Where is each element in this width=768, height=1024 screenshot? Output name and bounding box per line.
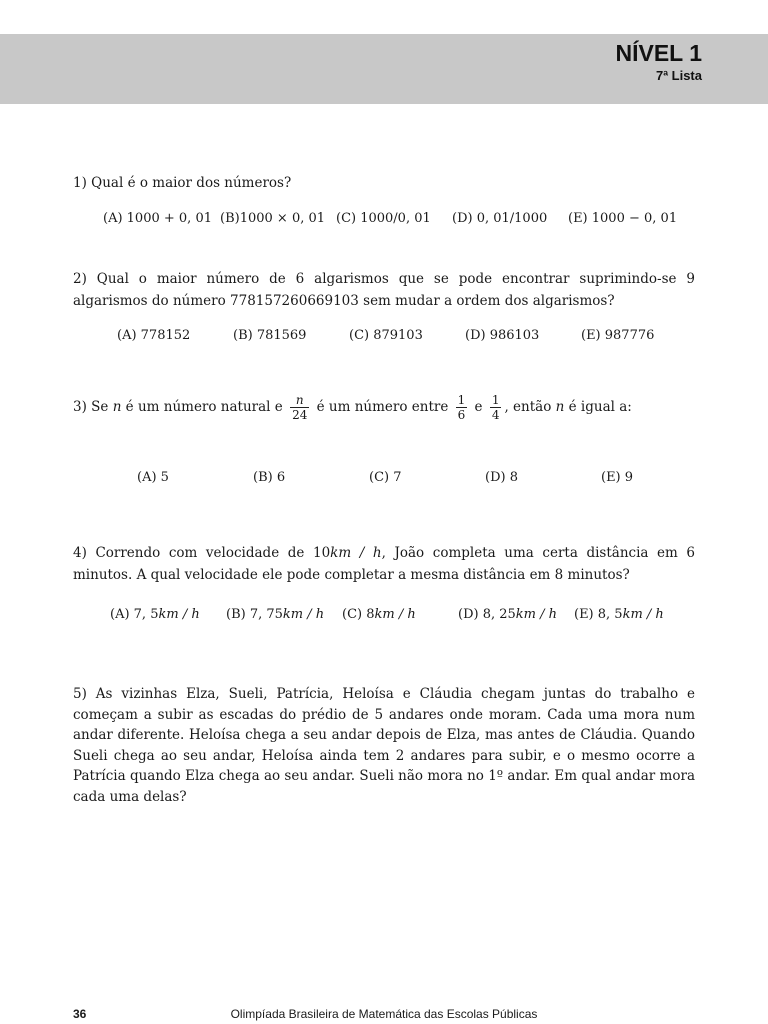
- page-number: 36: [73, 1007, 87, 1021]
- footer-title: Olimpíada Brasileira de Matemática das Escolas Públicas: [230, 1007, 538, 1021]
- q4-option-c: (C) 8km / h: [342, 607, 416, 622]
- question-1-text: 1) Qual é o maior dos números?: [73, 175, 292, 191]
- q2-option-e: (E) 987776: [581, 328, 655, 343]
- question-4-options: [110, 607, 690, 627]
- question-1-options: [103, 211, 703, 231]
- fraction-1-over-4: $\frac{1}{4}$: [491, 393, 500, 422]
- q3-option-c: (C) 7: [369, 470, 402, 485]
- q3-option-a: (A) 5: [137, 470, 169, 485]
- q4-option-d: (D) 8, 25km / h: [458, 607, 558, 622]
- q1-option-e: (E) 1000 − 0, 01: [568, 211, 678, 226]
- q4-option-a: (A) 7, 5km / h: [110, 607, 200, 622]
- variable-n: n: [555, 399, 565, 415]
- level-title: NÍVEL 1: [615, 40, 702, 66]
- q1-option-c: (C) 1000/0, 01: [336, 211, 431, 226]
- q4-option-b: (B) 7, 75km / h: [226, 607, 325, 622]
- question-3-text: 3) Se n é um número natural e $\frac{n}{24}$ é um número entre $\frac{1}{6}$ e $\frac{1}{4}$ , então n é igual a:: [73, 393, 632, 422]
- fraction-1-over-6: $\frac{1}{6}$: [457, 393, 466, 422]
- question-4-text: 4) Correndo com velocidade de 10km / h, João completa uma certa distância em 6 minutos. A qual velocidade ele pode completar a mesma distância em 8 minutos?: [73, 545, 695, 583]
- fraction-n-over-24: $\frac{n}{24}$: [292, 393, 308, 422]
- q4-option-e: (E) 8, 5km / h: [574, 607, 664, 622]
- question-2-text: 2) Qual o maior número de 6 algarismos que se pode encontrar suprimindo-se 9 algarismos do número 778157260669103 sem mudar a ordem dos algarismos?: [73, 271, 695, 309]
- header-bar: [0, 34, 768, 104]
- question-2-options: [117, 328, 677, 348]
- q3-option-e: (E) 9: [601, 470, 634, 485]
- q1-option-d: (D) 0, 01/1000: [452, 211, 548, 226]
- variable-n: n: [112, 399, 122, 415]
- q1-option-a: (A) 1000 + 0, 01: [103, 211, 212, 226]
- q3-option-b: (B) 6: [253, 470, 286, 485]
- q3-option-d: (D) 8: [485, 470, 518, 485]
- q2-option-b: (B) 781569: [233, 328, 307, 343]
- q1-option-b: (B)1000 × 0, 01: [220, 211, 326, 226]
- question-3-options: [137, 470, 657, 490]
- unit-kmh: km / h: [330, 545, 382, 561]
- q2-option-a: (A) 778152: [117, 328, 191, 343]
- q2-option-c: (C) 879103: [349, 328, 423, 343]
- list-subtitle: 7ª Lista: [656, 68, 702, 83]
- question-5-text: 5) As vizinhas Elza, Sueli, Patrícia, Heloísa e Cláudia chegam juntas do trabalho e começam a subir as escadas do prédio de 5 andares onde moram. Cada uma mora num andar diferente. Heloísa chega a seu andar depois de Elza, mas antes de Cláudia. Quando Sueli chega ao seu andar, Heloísa ainda tem 2 andares para subir, e o mesmo ocorre a Patrícia quando Elza chega ao seu andar. Sueli não mora no 1º andar. Em qual andar mora cada uma delas?: [73, 686, 695, 805]
- q2-option-d: (D) 986103: [465, 328, 540, 343]
